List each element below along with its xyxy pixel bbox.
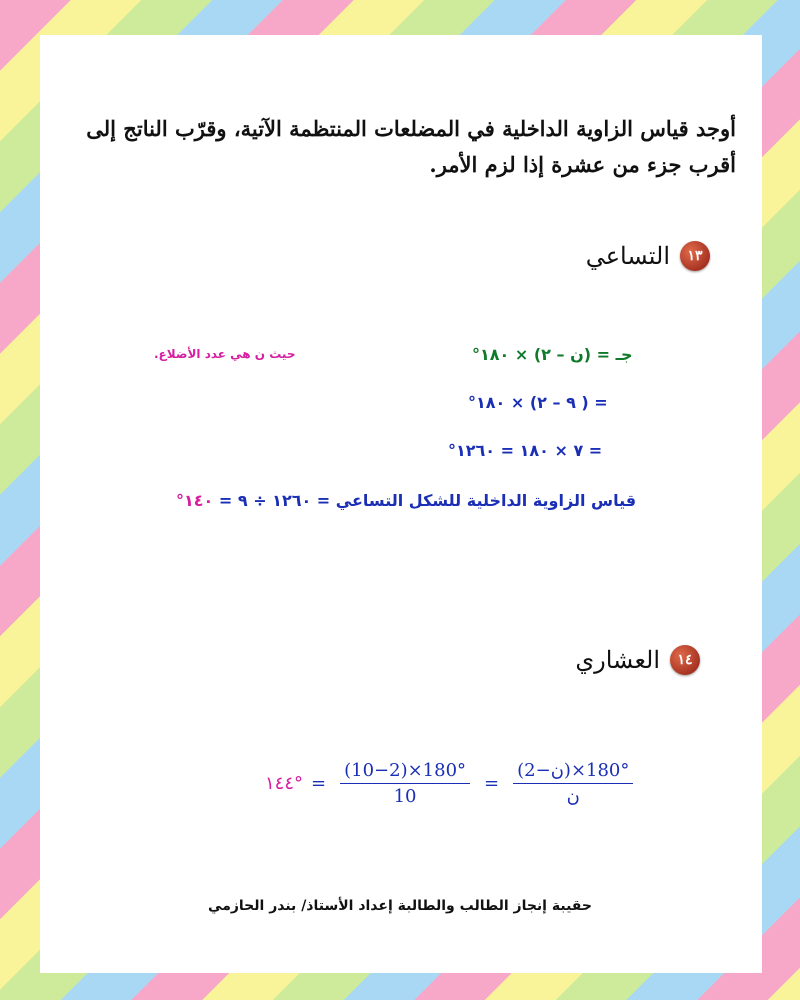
final-answer-line (176, 491, 636, 510)
fraction-numerator: (ن−2)×180° (513, 760, 633, 784)
equation-line-1 (472, 345, 633, 364)
question-13-header (586, 241, 710, 271)
decagon-equation (265, 760, 639, 807)
final-answer-value: ١٤٠° (176, 491, 214, 510)
worksheet-page (40, 35, 762, 973)
fraction-denominator: ن (566, 786, 580, 807)
decagon-result: ١٤٤° (265, 773, 304, 794)
fraction-numerator: (10−2)×180° (340, 760, 470, 784)
equation-line-3: = ٧ × ١٨٠ = ١٢٦٠° (448, 441, 603, 460)
question-14-header (575, 645, 700, 675)
substituted-fraction (340, 760, 470, 807)
question-title: العشاري (575, 646, 660, 674)
question-number-badge: ١٣ (680, 241, 710, 271)
equation-symbol: جـ (615, 345, 633, 364)
final-answer-text: قياس الزاوية الداخلية للشكل التساعي = ١٢٦٠ ÷ ٩ = (218, 491, 637, 510)
formula-fraction (513, 760, 633, 807)
equals-sign: = (311, 773, 327, 794)
instructions: أوجد قياس الزاوية الداخلية في المضلعات المنتظمة الآتية، وقرّب الناتج إلى أقرب جزء من عشرة إذا لزم الأمر. (86, 116, 736, 177)
question-number-badge: ١٤ (670, 645, 700, 675)
question-title: التساعي (585, 242, 670, 270)
sides-note: حيث ن هي عدد الأضلاع. (154, 347, 296, 361)
equation-formula: = (ن – ٢) × ١٨٠° (472, 345, 616, 364)
equation-line-2: = ( ٩ – ٢) × ١٨٠° (468, 393, 608, 412)
fraction-denominator: 10 (393, 786, 417, 807)
equals-sign: = (484, 773, 500, 794)
footer-credit: حقيبة إنجاز الطالب والطالبة إعداد الأستاذ/ بندر الحازمي (208, 898, 592, 914)
